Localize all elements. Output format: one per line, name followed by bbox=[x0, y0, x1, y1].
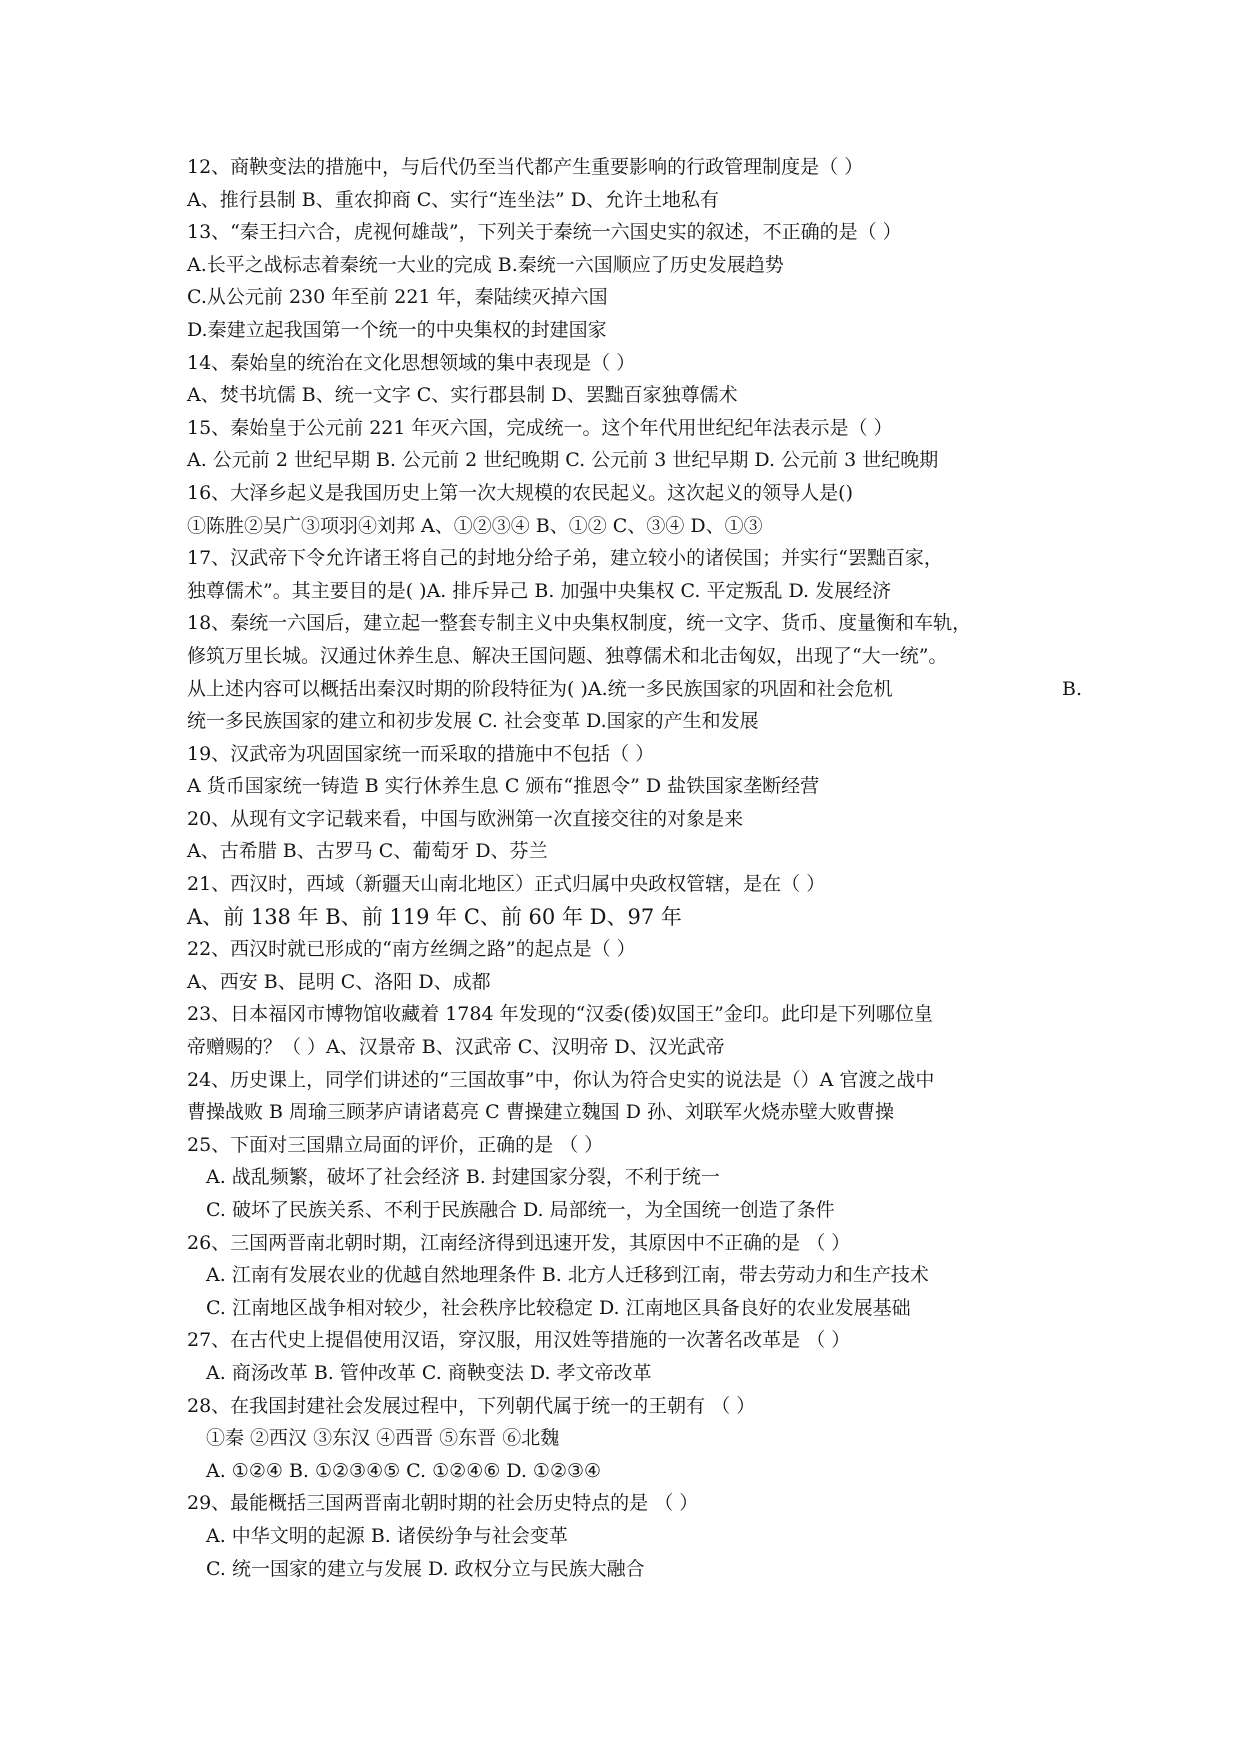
question-18-option-a-line bbox=[187, 673, 1082, 706]
question-13-option-d: D.秦建立起我国第一个统一的中央集权的封建国家 bbox=[187, 318, 607, 341]
question-15-options: A. 公元前 2 世纪早期 B. 公元前 2 世纪晚期 C. 公元前 3 世纪早期 D. 公元前 3 世纪晚期 bbox=[187, 449, 939, 472]
question-12: 12、商鞅变法的措施中，与后代仍至当代都产生重要影响的行政管理制度是（ ） bbox=[187, 156, 864, 178]
question-14-options: A、焚书坑儒 B、统一文字 C、实行郡县制 D、罢黜百家独尊儒术 bbox=[187, 384, 738, 407]
question-25-options-cd: C. 破坏了民族关系、不利于民族融合 D. 局部统一，为全国统一创造了条件 bbox=[206, 1199, 835, 1221]
question-18-continued: 修筑万里长城。汉通过休养生息、解决王国问题、独尊儒术和北击匈奴，出现了“大一统”。 bbox=[187, 644, 948, 667]
question-15: 15、秦始皇于公元前 221 年灭六国，完成统一。这个年代用世纪纪年法表示是（ ） bbox=[187, 416, 893, 439]
question-28-options: A. ①②④ B. ①②③④⑤ C. ①②④⑥ D. ①②③④ bbox=[206, 1459, 602, 1482]
question-29: 29、最能概括三国两晋南北朝时期的社会历史特点的是 （ ） bbox=[187, 1492, 699, 1515]
question-26-options-ab: A. 江南有发展农业的优越自然地理条件 B. 北方人迁移到江南，带去劳动力和生产技术 bbox=[206, 1264, 929, 1287]
question-25-options-ab: A. 战乱频繁，破坏了社会经济 B. 封建国家分裂，不利于统一 bbox=[206, 1166, 720, 1189]
question-13: 13、“秦王扫六合，虎视何雄哉”，下列关于秦统一六国史实的叙述，不正确的是（ ） bbox=[187, 221, 902, 244]
question-24: 24、历史课上，同学们讲述的“三国故事”中，你认为符合史实的说法是（）A 官渡之战中 bbox=[187, 1068, 935, 1091]
question-19: 19、汉武帝为巩固国家统一而采取的措施中不包括（ ） bbox=[187, 742, 655, 765]
question-29-options-cd: C. 统一国家的建立与发展 D. 政权分立与民族大融合 bbox=[206, 1557, 645, 1580]
question-16: 16、大泽乡起义是我国历史上第一次大规模的农民起义。这次起义的领导人是() bbox=[187, 481, 854, 504]
question-21-options: A、前 138 年 B、前 119 年 C、前 60 年 D、97 年 bbox=[187, 904, 682, 929]
question-22-options: A、西安 B、昆明 C、洛阳 D、成都 bbox=[187, 970, 491, 993]
question-23: 23、日本福冈市博物馆收藏着 1784 年发现的“汉委(倭)奴国王”金印。此印是下列哪位皇 bbox=[187, 1003, 933, 1026]
question-25: 25、下面对三国鼎立局面的评价，正确的是 （ ） bbox=[187, 1133, 604, 1156]
question-27: 27、在古代史上提倡使用汉语，穿汉服，用汉姓等措施的一次著名改革是 （ ） bbox=[187, 1329, 851, 1352]
question-22: 22、西汉时就已形成的“南方丝绸之路”的起点是（ ） bbox=[187, 938, 636, 961]
question-16-options: ①陈胜②吴广③项羽④刘邦 A、①②③④ B、①② C、③④ D、①③ bbox=[187, 514, 763, 537]
question-18-option-b-marker: B. bbox=[1061, 677, 1082, 700]
question-list bbox=[187, 151, 1087, 1585]
question-20-options: A、古希腊 B、古罗马 C、葡萄牙 D、芬兰 bbox=[187, 840, 548, 863]
question-13-option-c: C.从公元前 230 年至前 221 年，秦陆续灭掉六国 bbox=[187, 286, 608, 309]
question-12-options: A、推行县制 B、重农抑商 C、实行“连坐法” D、允许土地私有 bbox=[187, 188, 720, 211]
question-13-options-ab: A.长平之战标志着秦统一大业的完成 B.秦统一六国顺应了历史发展趋势 bbox=[187, 253, 784, 276]
question-27-options: A. 商汤改革 B. 管仲改革 C. 商鞅变法 D. 孝文帝改革 bbox=[206, 1361, 652, 1384]
question-21: 21、西汉时，西域（新疆天山南北地区）正式归属中央政权管辖，是在（ ） bbox=[187, 873, 826, 896]
question-26: 26、三国两晋南北朝时期，江南经济得到迅速开发，其原因中不正确的是 （ ） bbox=[187, 1231, 851, 1254]
question-20: 20、从现有文字记载来看，中国与欧洲第一次直接交往的对象是来 bbox=[187, 807, 744, 830]
question-19-options: A 货币国家统一铸造 B 实行休养生息 C 颁布“推恩令” D 盐铁国家垄断经营 bbox=[187, 775, 820, 798]
question-18-option-a: 从上述内容可以概括出秦汉时期的阶段特征为( )A.统一多民族国家的巩固和社会危机 bbox=[187, 677, 893, 700]
question-28: 28、在我国封建社会发展过程中，下列朝代属于统一的王朝有 （ ） bbox=[187, 1394, 756, 1417]
question-29-options-ab: A. 中华文明的起源 B. 诸侯纷争与社会变革 bbox=[206, 1524, 568, 1547]
question-14: 14、秦始皇的统治在文化思想领域的集中表现是（ ） bbox=[187, 351, 636, 374]
question-17-continued: 独尊儒术”。其主要目的是( )A. 排斥异己 B. 加强中央集权 C. 平定叛乱 D. 发展经济 bbox=[187, 579, 892, 602]
question-18-options-bcd: 统一多民族国家的建立和初步发展 C. 社会变革 D.国家的产生和发展 bbox=[187, 710, 759, 733]
question-28-items: ①秦 ②西汉 ③东汉 ④西晋 ⑤东晋 ⑥北魏 bbox=[206, 1427, 560, 1450]
question-24-options: 曹操战败 B 周瑜三顾茅庐请诸葛亮 C 曹操建立魏国 D 孙、刘联军火烧赤壁大败曹操 bbox=[187, 1101, 894, 1124]
question-26-options-cd: C. 江南地区战争相对较少，社会秩序比较稳定 D. 江南地区具备良好的农业发展基础 bbox=[206, 1296, 911, 1319]
question-18: 18、秦统一六国后，建立起一整套专制主义中央集权制度，统一文字、货币、度量衡和车轨， bbox=[187, 612, 972, 635]
question-17: 17、汉武帝下令允许诸王将自己的封地分给子弟，建立较小的诸侯国；并实行“罢黜百家， bbox=[187, 547, 943, 570]
question-23-options: 帝赠赐的？（ ）A、汉景帝 B、汉武帝 C、汉明帝 D、汉光武帝 bbox=[187, 1036, 725, 1059]
